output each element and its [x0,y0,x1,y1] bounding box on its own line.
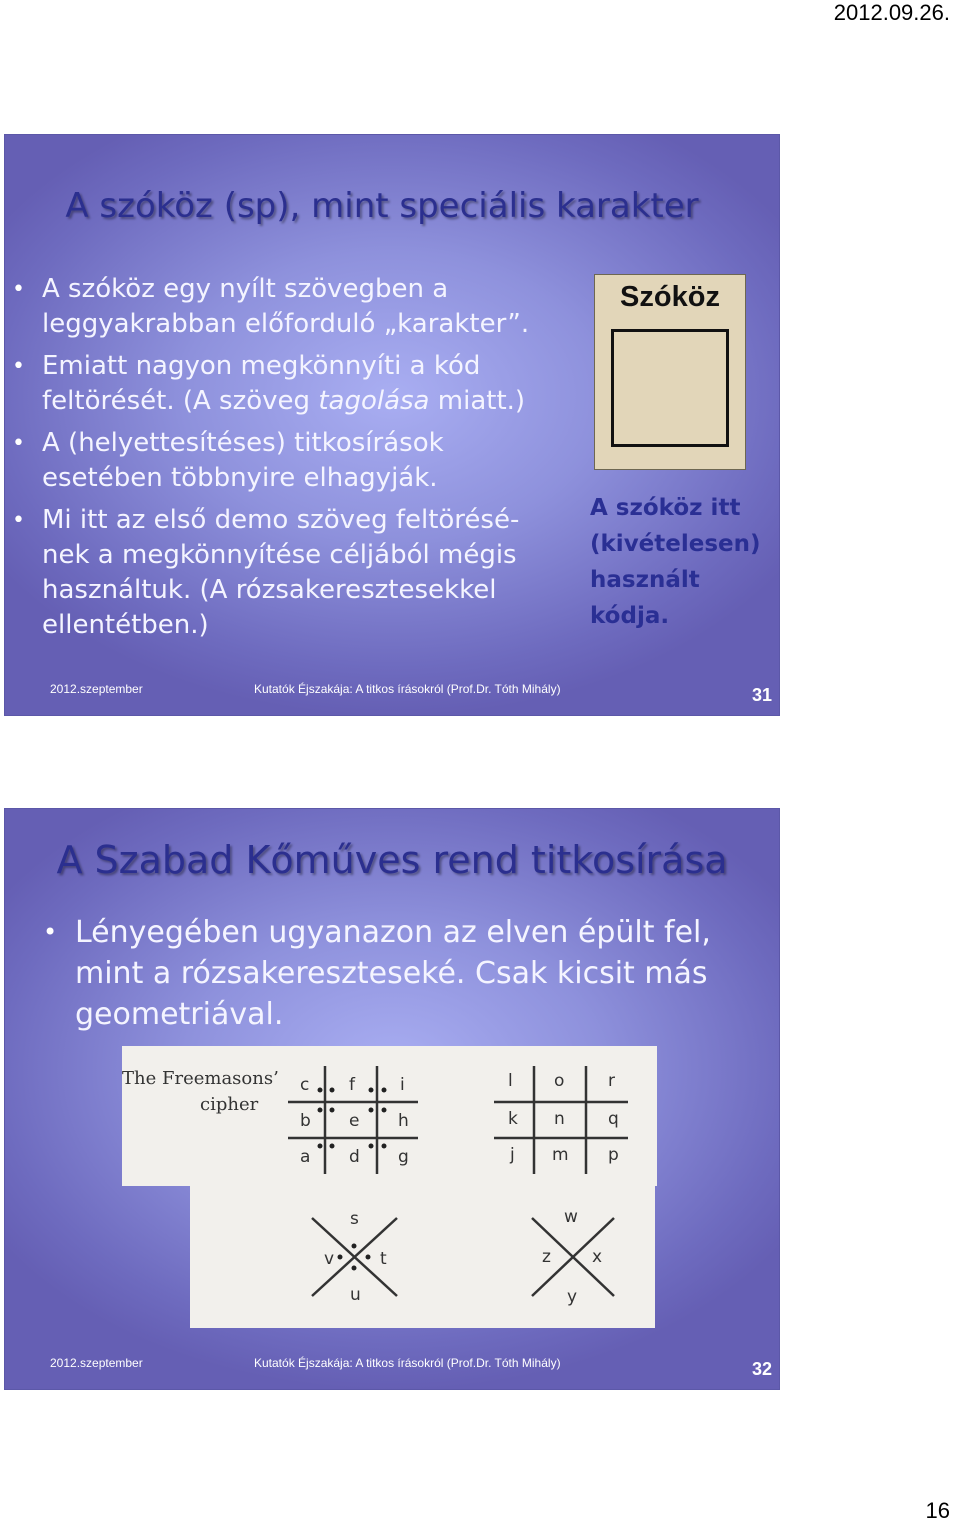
cipher-letter: r [608,1071,615,1091]
cipher-letter: k [508,1109,518,1129]
bullet-text-italic: tagolása [318,386,430,416]
space-symbol-figure [594,274,746,470]
cipher-letter: c [300,1075,310,1095]
cipher-letter: x [592,1247,603,1267]
cipher-letter: m [552,1145,569,1165]
footer-title: Kutatók Éjszakája: A titkos írásokról (Prof.Dr. Tóth Mihály) [254,1356,561,1370]
bullet-item [12,503,562,643]
figure-label: Szóköz [620,281,720,313]
bullet-item [12,426,562,496]
slide-title: A szóköz (sp), mint speciális karakter [65,186,699,226]
bullet-item [12,349,562,419]
cipher-letter: s [350,1209,359,1229]
cipher-letter: f [349,1075,355,1095]
bullet-text-line: Mi itt az első demo szöveg feltörésé- [42,505,520,535]
cipher-letter: l [508,1071,513,1091]
page-number: 16 [925,1498,950,1523]
bullet-text: A (helyettesítéses) titkosírások esetében többnyire elhagyják. [42,428,444,493]
cipher-letter: p [608,1145,619,1165]
cipher-letter: t [380,1249,387,1269]
bullet-icon: • [12,277,25,302]
cipher-letter: d [349,1147,360,1167]
cipher-letter: v [324,1249,335,1269]
bullet-text-line: ellentétben.) [42,610,209,640]
cipher-bg-bottom [190,1186,655,1328]
freemasons-cipher-image [122,1046,657,1328]
footer-date: 2012.szeptember [50,682,143,696]
bullet-text-pre: Emiatt nagyon megkönnyíti a kód feltörését. (A szöveg [42,351,481,416]
footer-title: Kutatók Éjszakája: A titkos írásokról (Prof.Dr. Tóth Mihály) [254,682,561,696]
cipher-letter: a [300,1147,311,1167]
space-square-icon [611,329,729,447]
bullet-icon: • [43,918,58,946]
cipher-letter: e [349,1111,360,1131]
bullet-list [12,272,562,650]
slide-title: A Szabad Kőműves rend titkosírása [56,838,728,882]
bullet-list [43,912,755,1035]
cipher-letter: q [608,1109,619,1129]
cipher-caption-line1: The Freemasons’ [122,1068,279,1089]
bullet-text-post: miatt.) [429,386,526,416]
cipher-letter: j [510,1145,515,1165]
bullet-icon: • [12,431,25,456]
cipher-letter: y [567,1287,578,1307]
cipher-letter: o [554,1071,565,1091]
cipher-letter: n [554,1109,565,1129]
footer-date: 2012.szeptember [50,1356,143,1370]
slide-number: 32 [751,1359,772,1379]
slide-31 [4,134,780,716]
bullet-icon: • [12,508,25,533]
cipher-letter: i [400,1075,405,1095]
cipher-letter: g [398,1147,409,1167]
cipher-letter: b [300,1111,311,1131]
cipher-letter: w [564,1207,578,1227]
cipher-bg-top [122,1046,657,1186]
bullet-icon: • [12,354,25,379]
bullet-text: Lényegében ugyanazon az elven épült fel, mint a rózsakereszteseké. Csak kicsit más geometriával. [75,915,711,1032]
bullet-item [12,272,562,342]
page-date: 2012.09.26. [833,0,950,25]
cipher-letter: h [398,1111,409,1131]
cipher-letter: z [542,1247,551,1267]
bullet-text-line: nek a megkönnyítése céljából mégis [42,540,517,570]
side-note: A szóköz itt (kivételesen) használt kódja. [590,495,761,629]
slide-number: 31 [751,685,772,705]
slide-32 [4,808,780,1390]
cipher-caption-line2: cipher [200,1094,259,1115]
cipher-letter: u [350,1285,361,1305]
bullet-item [43,912,755,1035]
bullet-text-line: használtuk. (A rózsakeresztesekkel [42,575,497,605]
bullet-text: A szóköz egy nyílt szövegben a leggyakrabban előforduló „karakter”. [42,274,530,339]
